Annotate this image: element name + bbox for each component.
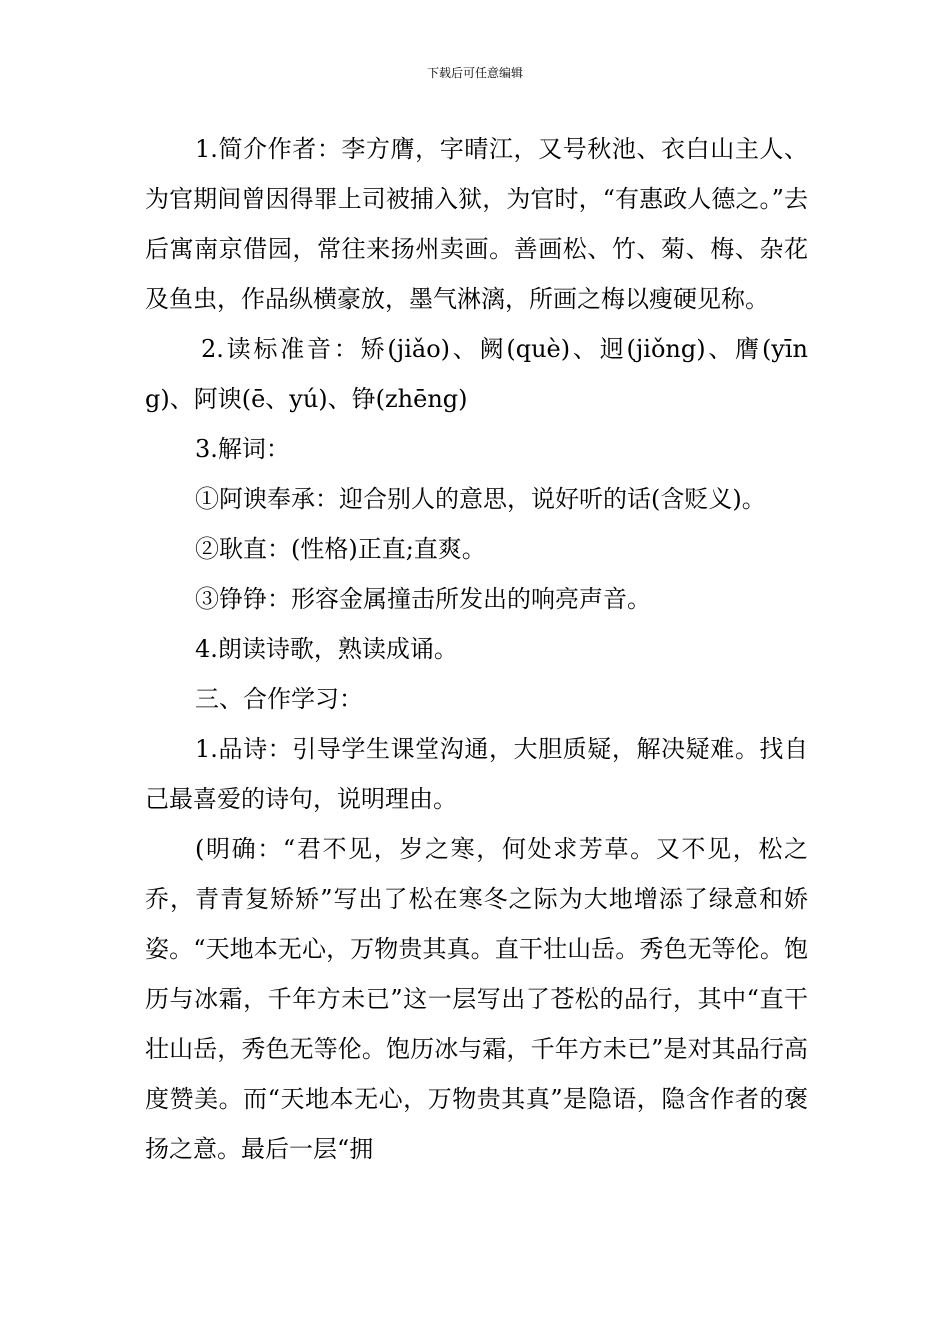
paragraph-vocab-item-1: ①阿谀奉承：迎合别人的意思，说好听的话(含贬义)。 xyxy=(195,485,766,513)
paragraph-poem-analysis: 1.品诗：引导学生课堂沟通，大胆质疑，解决疑难。找自己最喜爱的诗句，说明理由。 xyxy=(145,735,808,813)
page-header: 下载后可任意编辑 xyxy=(426,66,523,80)
document-body xyxy=(145,124,808,1174)
paragraph-read-aloud: 4.朗读诗歌，熟读成诵。 xyxy=(195,635,458,663)
paragraph-vocab-item-2: ②耿直：(性格)正直;直爽。 xyxy=(195,535,486,563)
section-heading-cooperative: 三、合作学习： xyxy=(195,685,363,713)
paragraph-author-intro: 1.简介作者：李方膺，字晴江，又号秋池、衣白山主人、为官期间曾因得罪上司被捕入狱，为官时，“有惠政人德之。”去后寓南京借园，常往来扬州卖画。善画松、竹、菊、梅、杂花及鱼虫，作品纵横豪放，墨气淋漓，所画之梅以瘦硬见称。 xyxy=(145,135,808,313)
paragraph-clarification: (明确：“君不见，岁之寒，何处求芳草。又不见，松之乔，青青复矫矫”写出了松在寒冬之际为大地增添了绿意和娇姿。“天地本无心，万物贵其真。直干壮山岳。秀色无等伦。饱历与冰霜，千年方未已”这一层写出了苍松的品行，其中“直干壮山岳，秀色无等伦。饱历冰与霜，千年方未已”是对其品行高度赞美。而“天地本无心，万物贵其真”是隐语，隐含作者的褒扬之意。最后一层“拥 xyxy=(145,835,808,1163)
paragraph-vocab-item-3: ③铮铮：形容金属撞击所发出的响亮声音。 xyxy=(195,585,651,613)
paragraph-vocab-heading: 3.解词： xyxy=(195,435,290,463)
paragraph-pronunciation: 2.读标准音：矫(jiǎo)、阙(què)、迥(jiǒng)、膺(yīng)、阿谀(ē、yú)、铮(zhēng) xyxy=(145,335,808,413)
